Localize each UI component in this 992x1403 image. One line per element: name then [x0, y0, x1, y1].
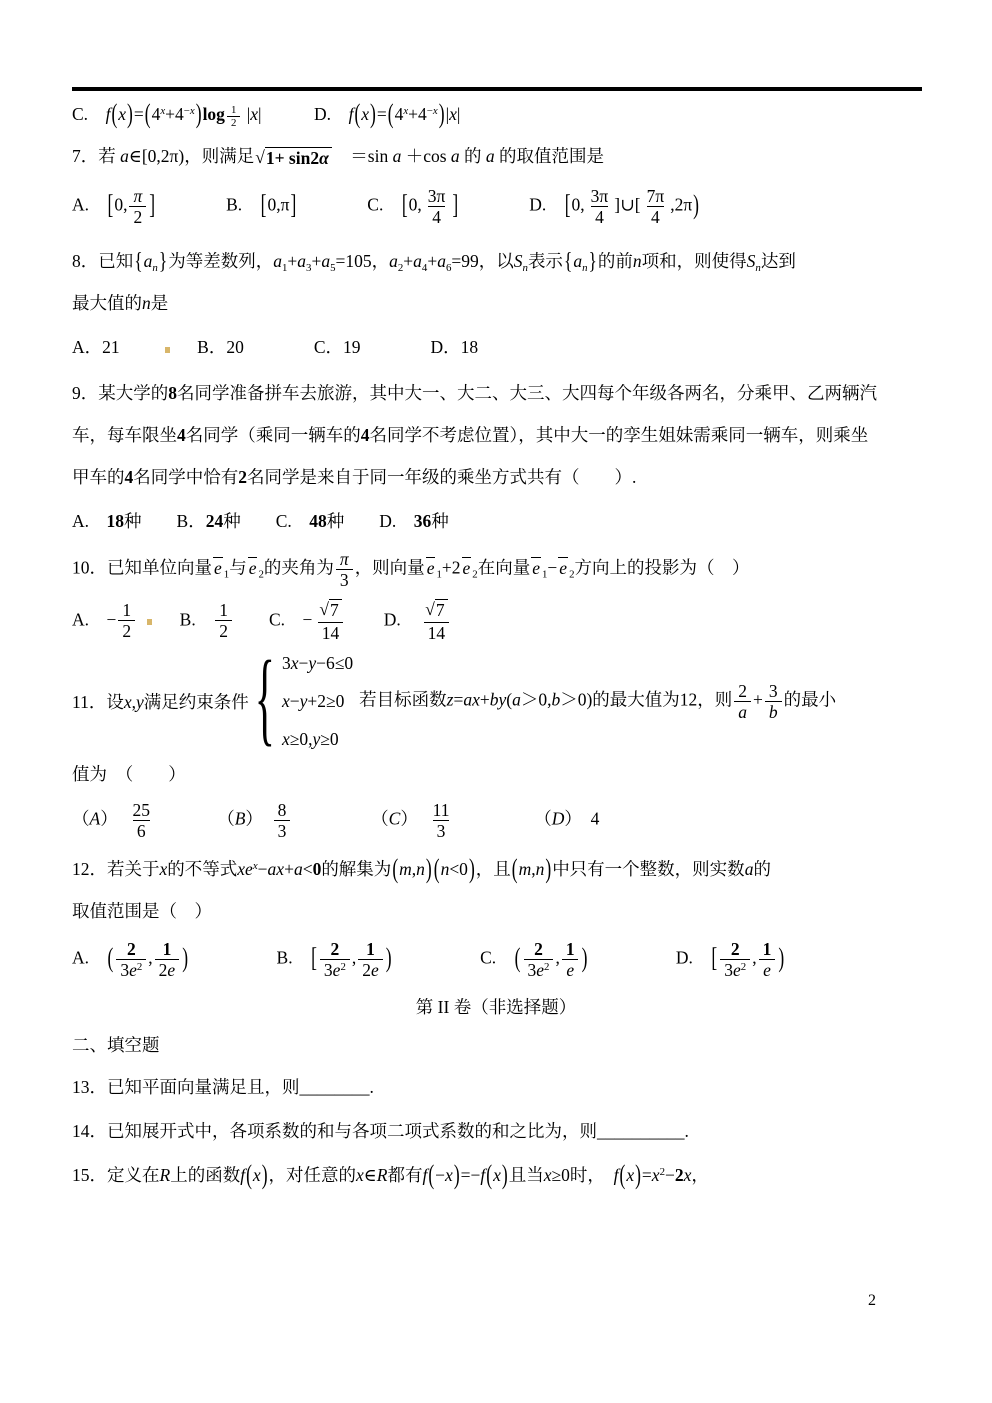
constraint-system: [254, 642, 354, 758]
question-10-options: A. − $\frac{1}{2}$ B. $\frac{1}{2}$ C. − √ 7 14 D. √ 7 14: [72, 599, 920, 644]
question-7-options: A. [0, $\frac{\pi}{2}$ ] B. [0,π] C. [0, $\frac{3\pi}{4}$ ] D. [0, $\frac{3\pi}{4}$ ]∪[ $\frac{7\pi}{4}$ ,2π): [72, 186, 699, 228]
question-14: 14．已知展开式中，各项系数的和与各项二项式系数的和之比为，则__________.: [72, 1120, 689, 1141]
question-13: 13．已知平面向量满足且，则________.: [72, 1076, 374, 1097]
system-left-brace: {: [254, 642, 275, 758]
constraint-2: x−y+2≥0: [281, 691, 345, 712]
question-6-options-cd: C. $f(x)=(4^x+4^{-x})\log$ $_{\frac{1}{2}}$ |x| D. $f(x)=(4^x+4^{-x})|x|$: [72, 97, 461, 130]
constraint-1: 3x−y−6≤0: [281, 653, 354, 674]
question-8-options: A．21 B．20 C．19 D．18: [72, 337, 479, 358]
question-11-line-2: 值为 （ ）: [72, 764, 186, 785]
question-9-line-1: 9．某大学的8名同学准备拼车去旅游，其中大一、大二、大三、大四每个年级各两名，分乘甲、乙两辆汽: [72, 383, 877, 404]
question-11-pre-text: 11．设x,y满足约束条件: [72, 691, 249, 712]
page-number: 2: [868, 1292, 876, 1309]
question-9-line-2: 车，每车限坐4名同学（乘同一辆车的4名同学不考虑位置），其中大一的孪生姐妹需乘同一辆车，则乘坐: [72, 425, 869, 446]
question-11-options: （A） $\frac{25}{6}$ （B） $\frac{8}{3}$ （C） $\frac{11}{3}$ （D） 4: [72, 800, 600, 842]
question-8-line-2: 最大值的n是: [72, 293, 169, 314]
question-12-line-1: 12．若关于x的不等式$xe^x-ax+a<0$的解集为(m,n) (n<0)，且(m,n)中只有一个整数，则实数a的: [72, 853, 771, 885]
fill-in-heading: 二、填空题: [72, 1034, 160, 1055]
question-12-options: A. ( $\frac{2}{3e^2}$ , $\frac{1}{2e}$ ) B. [ $\frac{2}{3e^2}$ , $\frac{1}{2e}$ ) C. ( $\frac{2}{3e^2}$ , $\frac{1}{e}$ ) D. [ $\frac{2}{3e^2}$ , $\frac{1}{e}$ ): [72, 939, 785, 981]
section-2-title: 第 II 卷（非选择题）: [415, 996, 577, 1017]
question-7-stem: 7．若 a∈[0,2π)，则满足 √ 1+ sin2α ＝sin a ＋cos a 的 a 的取值范围是: [72, 146, 605, 168]
question-9-line-3: 甲车的4名同学中恰有2名同学是来自于同一年级的乘坐方式共有（ ）.: [72, 467, 637, 488]
question-11-stem: [72, 642, 920, 758]
marker-dot-icon: [165, 347, 170, 353]
question-12-line-2: 取值范围是（ ）: [72, 901, 212, 922]
question-9-options: A. 18种 B．24种 C. 48种 D. 36种: [72, 511, 449, 532]
question-10-stem: 10．已知单位向量 e $_1$与 e $_2$的夹角为 $\frac{\pi}{3}$ ，则向量 e $_1$+2 e $_2$在向量 e $_1$− e $_2$方向上的投影为（ ）: [72, 549, 750, 591]
question-15: 15．定义在R上的函数f(x)，对任意的x∈R都有f(−x)=−f(x)且当x≥0时， $f(x)=x^2-2x$，: [72, 1158, 709, 1190]
question-11-post-text: 若目标函数z=ax+by(a＞0,b＞0)的最大值为12，则 $\frac{2}{a}$ + $\frac{3}{b}$ 的最小: [359, 680, 837, 723]
marker-dot-icon: [147, 619, 152, 625]
header-divider-rule: [72, 87, 922, 91]
constraint-3: x≥0,y≥0: [281, 729, 339, 750]
constraint-list: [282, 653, 353, 750]
question-8-line-1: 8．已知$\{a_n\}$为等差数列，$a_1+a_3+a_5=105$，$a_2+a_4+a_6=99$，以$S_n$表示$\{a_n\}$的前n项和，则使得$S_n$达到: [72, 247, 796, 275]
